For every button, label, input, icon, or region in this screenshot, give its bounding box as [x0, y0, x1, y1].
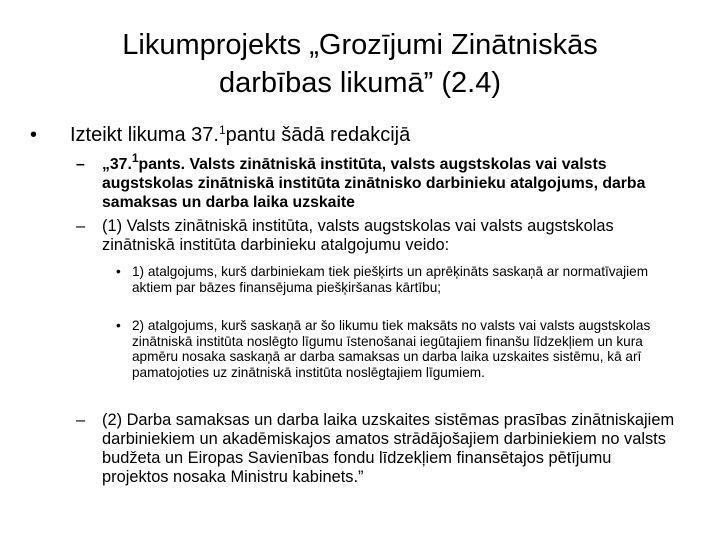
slide-title-line-2: darbības likumā” (2.4) [218, 67, 502, 99]
slide-title [60, 26, 660, 102]
dash-marker: – [76, 411, 86, 429]
bullet-text-before: Izteikt likuma 37. [70, 124, 219, 146]
slide-title-line-1: Likumprojekts „Grozījumi Zinātniskās [122, 29, 598, 61]
bullet-text-after: pantu šādā redakcijā [225, 124, 411, 146]
bullet-superscript: 1 [218, 123, 226, 137]
bullet-marker: • [116, 318, 121, 333]
bullet-marker: • [30, 124, 38, 146]
bullet-text [70, 123, 410, 147]
sub-sub-item-2-text: 2) atalgojums, kurš saskaņā ar šo likumu tiek maksāts no valsts vai valsts augstskolas zinātniskā institūta noslēgto līgumu īstenošanai iegūtajiem finanšu līdzekļiem un kura apmēru nosaka saskaņā ar darba samaksas un darba laika uzskaites sistēmu, kā arī pamatojoties uz zinātniskā institūta noslēgtajiem līgumiem. [132, 318, 651, 380]
dash-marker: – [76, 217, 86, 235]
paragraph-1-text: (1) Valsts zinātniskā institūta, valsts augstskolas vai valsts augstskolas zinātniskā institūta darbinieku atalgojumu veido: [102, 217, 614, 254]
article-heading-body: pants. Valsts zinātniskā institūta, valsts augstskolas vai valsts augstskolas zinātniskā institūta zinātnisko darbinieku atalgojums, darba samaksas un darba laika uzskaite [102, 156, 646, 211]
article-heading-prefix: „37. [102, 156, 132, 173]
sub-sub-item-1-text: 1) atalgojums, kurš darbiniekam tiek piešķirts un aprēķināts saskaņā ar normatīvajiem aktiem par bāzes finansējuma piešķiršanas kārtību; [132, 264, 649, 295]
article-heading-text [102, 151, 682, 212]
dash-marker: – [76, 156, 85, 173]
paragraph-2-text: (2) Darba samaksas un darba laika uzskaites sistēmas prasības zinātniskajiem darbiniekiem un akadēmiskajos amatos strādājošajiem darbiniekiem no valsts budžeta un Eiropas Savienības fondu līdzekļiem finansētajos pētījumu projektos nosaka Ministru kabinets.” [102, 411, 675, 486]
bullet-marker: • [116, 264, 121, 279]
article-heading-superscript: 1 [131, 151, 139, 165]
